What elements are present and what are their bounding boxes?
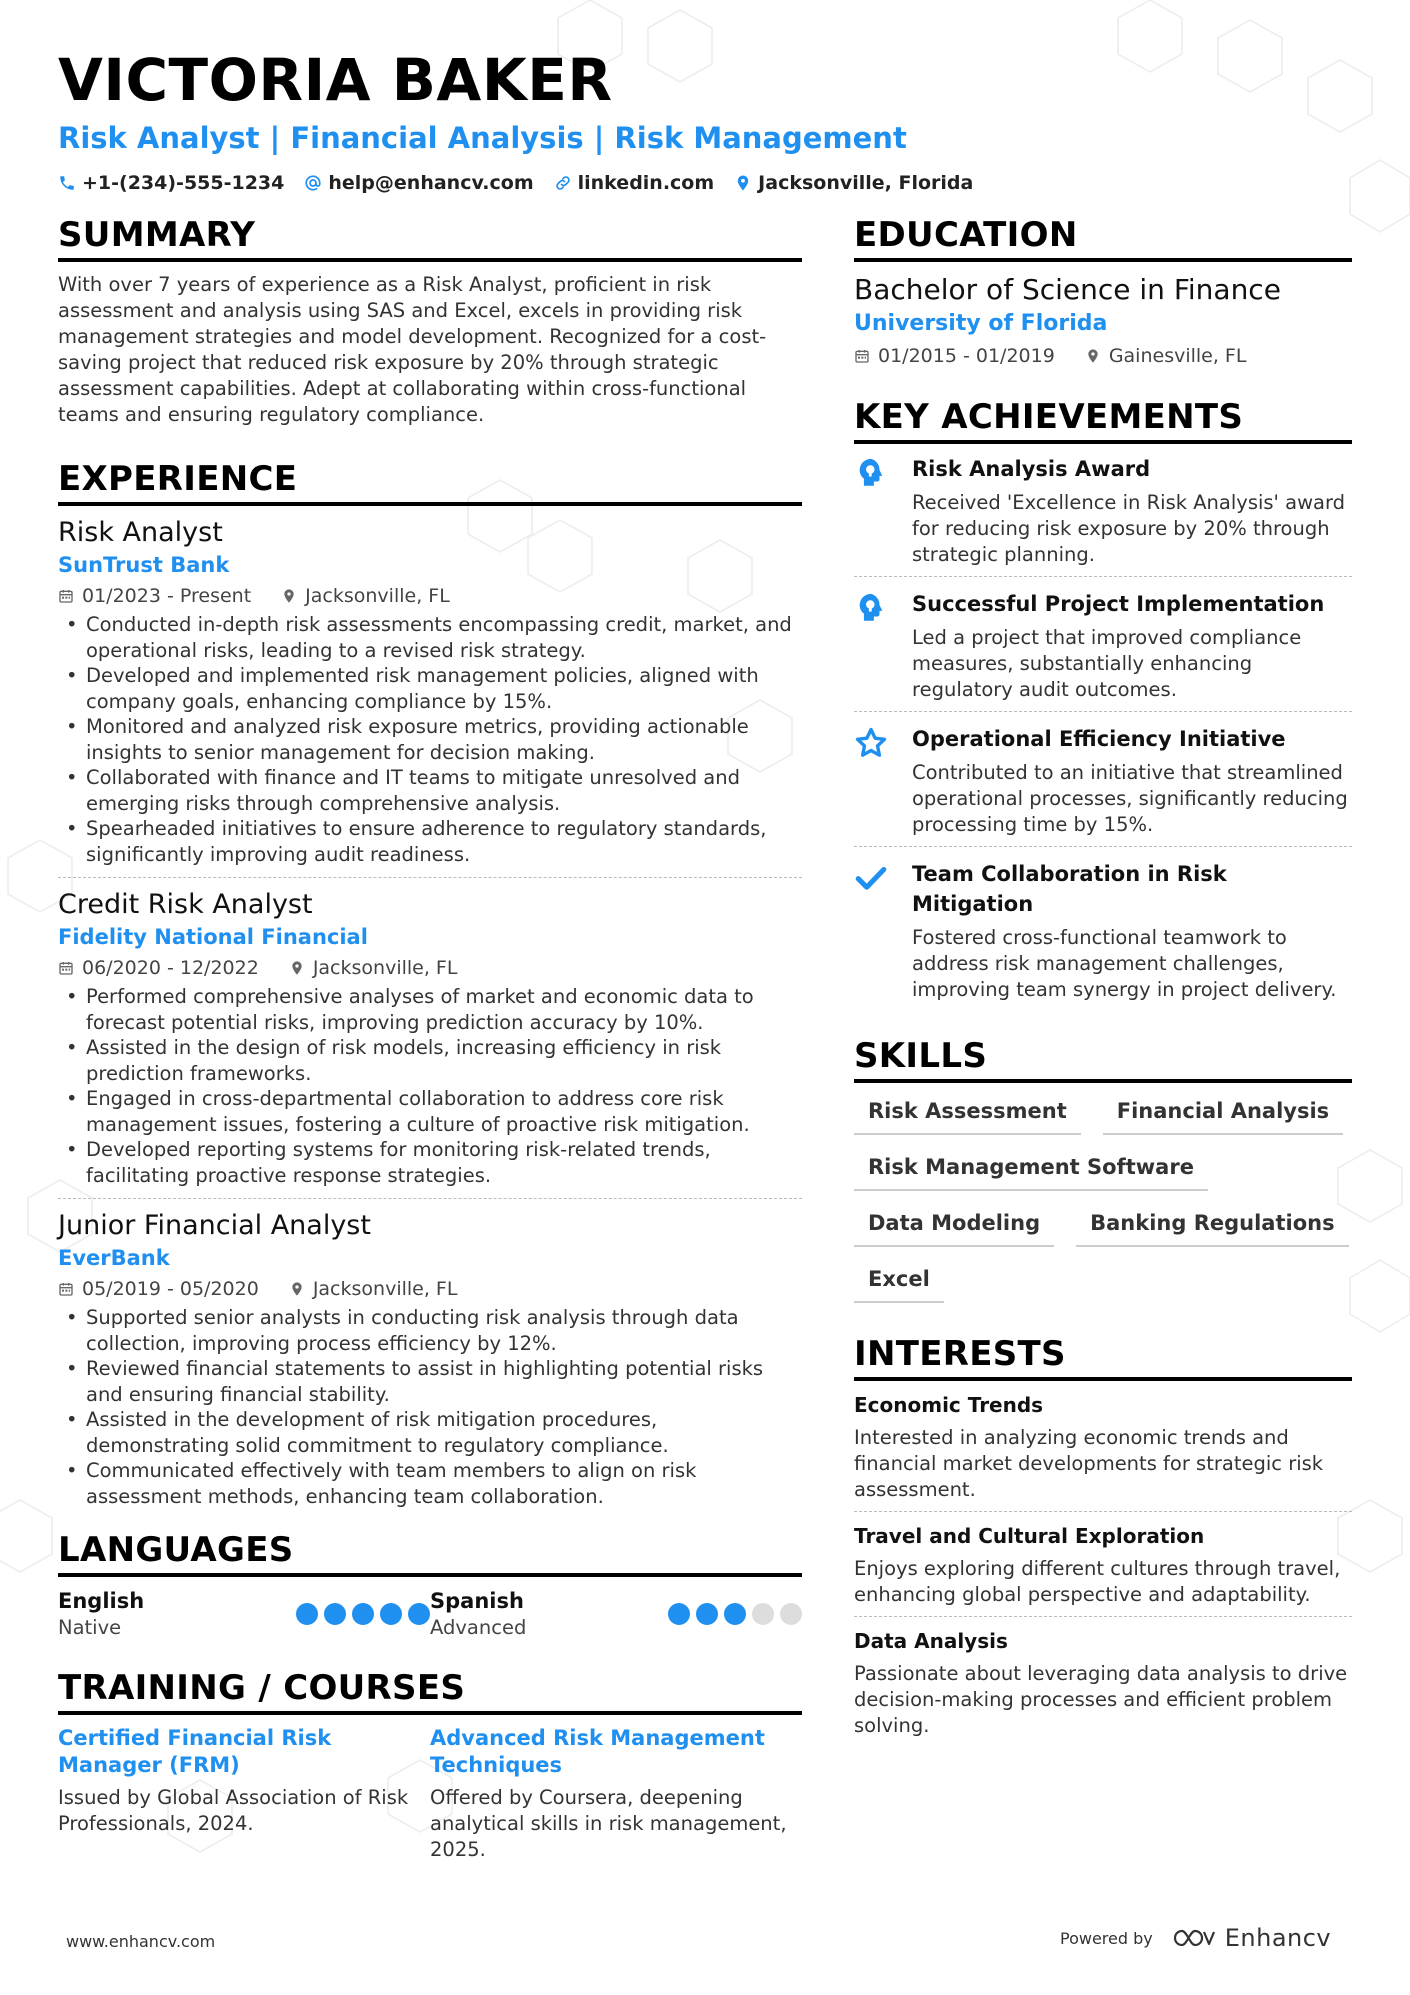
contact-location (734, 172, 973, 194)
job-bullet: • Performed comprehensive analyses of market and economic data to forecast potential risks, improving prediction accuracy by 10%. (58, 984, 802, 1035)
language-name: English (58, 1589, 145, 1613)
contact-phone[interactable] (58, 172, 284, 194)
education-dates (854, 342, 1055, 370)
job-location (281, 582, 450, 610)
interest-desc: Enjoys exploring different cultures through travel, enhancing global perspective and adaptability. (854, 1557, 1341, 1606)
interest-title: Economic Trends (854, 1393, 1044, 1417)
education-location-text: Gainesville, FL (1108, 345, 1247, 367)
calendar-icon (58, 960, 74, 976)
job-location-text: Jacksonville, FL (312, 1278, 458, 1300)
rating-dot-filled (696, 1603, 718, 1625)
calendar-icon (58, 1281, 74, 1297)
right-column (854, 214, 1352, 1757)
job-bullets (58, 612, 802, 867)
training-section (58, 1667, 802, 1863)
phone-icon (58, 174, 76, 192)
skill-tag: Financial Analysis (1103, 1093, 1343, 1135)
interest-item (854, 1391, 1352, 1512)
location-pin-icon (289, 1281, 305, 1297)
job-bullets (58, 984, 802, 1188)
training-heading: TRAINING / COURSES (58, 1667, 802, 1715)
job-entry (58, 1209, 802, 1519)
languages-heading: LANGUAGES (58, 1529, 802, 1577)
skill-tag: Excel (854, 1261, 944, 1303)
contact-email[interactable] (304, 172, 533, 194)
rating-dot-filled (324, 1603, 346, 1625)
job-role: Junior Financial Analyst (58, 1210, 371, 1241)
head-bulb-icon (854, 456, 888, 490)
job-role: Credit Risk Analyst (58, 889, 313, 920)
job-bullet: • Collaborated with finance and IT teams to mitigate unresolved and emerging risks through comprehensive analysis. (58, 765, 802, 816)
skill-tag: Risk Assessment (854, 1093, 1081, 1135)
skill-tag: Data Modeling (854, 1205, 1054, 1247)
job-dates (58, 954, 259, 982)
achievement-title: Team Collaboration in Risk Mitigation (912, 862, 1227, 916)
job-bullet: • Assisted in the design of risk models, increasing efficiency in risk prediction frameworks. (58, 1035, 802, 1086)
achievement-title: Risk Analysis Award (912, 457, 1151, 481)
phone-text: +1-(234)-555-1234 (82, 172, 285, 194)
summary-section (58, 214, 802, 428)
rating-dot-empty (752, 1603, 774, 1625)
courses-list (58, 1725, 802, 1863)
job-entry (58, 888, 802, 1199)
job-entry (58, 516, 802, 878)
location-pin-icon (281, 588, 297, 604)
job-dates-text: 01/2023 - Present (82, 585, 252, 607)
language-level: Native (58, 1616, 122, 1639)
experience-section (58, 458, 802, 1519)
enhancv-logo[interactable] (1171, 1924, 1331, 1952)
interests-section (854, 1333, 1352, 1747)
job-location-text: Jacksonville, FL (312, 957, 458, 979)
rating-dot-filled (668, 1603, 690, 1625)
job-dates (58, 1275, 259, 1303)
achievement-desc: Fostered cross-functional teamwork to address risk management challenges, improving team synergy in project delivery. (912, 926, 1337, 1001)
job-dates-text: 05/2019 - 05/2020 (82, 1278, 259, 1300)
location-pin-icon (289, 960, 305, 976)
achievement-item (854, 454, 1352, 577)
education-degree: Bachelor of Science in Finance (854, 273, 1281, 306)
achievements-section (854, 396, 1352, 1011)
interests-heading: INTERESTS (854, 1333, 1352, 1381)
summary-text: With over 7 years of experience as a Risk Analyst, proficient in risk assessment and analysis using SAS and Excel, excels in providing risk management strategies and model development. Recognized for a cost-saving project that reduced risk exposure by 20% through strategic assessment capabilities. Adept at collaborating within cross-functional teams and ensuring regulatory compliance. (58, 273, 767, 426)
course-title: Advanced Risk Management Techniques (430, 1726, 765, 1777)
achievement-item (854, 859, 1352, 1011)
job-bullets (58, 1305, 802, 1509)
job-meta (58, 954, 802, 982)
job-bullet: • Reviewed financial statements to assist in highlighting potential risks and ensuring financial stability. (58, 1356, 802, 1407)
rating-dot-filled (380, 1603, 402, 1625)
footer-branding (1060, 1924, 1331, 1952)
achievement-desc: Contributed to an initiative that streamlined operational processes, significantly reducing processing time by 15%. (912, 761, 1348, 836)
calendar-icon (854, 348, 870, 364)
star-icon (854, 726, 888, 760)
education-location (1085, 342, 1247, 370)
job-company: EverBank (58, 1246, 170, 1270)
left-column (58, 214, 802, 1863)
job-bullet: • Assisted in the development of risk mitigation procedures, demonstrating solid commitment to regulatory compliance. (58, 1407, 802, 1458)
language-name: Spanish (430, 1589, 524, 1613)
education-school: University of Florida (854, 311, 1108, 336)
education-dates-text: 01/2015 - 01/2019 (878, 345, 1055, 367)
language-rating (668, 1603, 802, 1625)
languages-section (58, 1529, 802, 1641)
interest-title: Travel and Cultural Exploration (854, 1524, 1205, 1548)
job-company: SunTrust Bank (58, 553, 230, 577)
achievement-desc: Received 'Excellence in Risk Analysis' award for reducing risk exposure by 20% through strategic planning. (912, 491, 1346, 566)
course-title: Certified Financial Risk Manager (FRM) (58, 1726, 332, 1777)
skills-section (854, 1035, 1352, 1303)
language-rating (296, 1603, 430, 1625)
language-item (58, 1587, 430, 1641)
rating-dot-empty (780, 1603, 802, 1625)
interest-item (854, 1522, 1352, 1617)
languages-list (58, 1587, 802, 1641)
contact-linkedin[interactable] (554, 172, 715, 194)
rating-dot-filled (724, 1603, 746, 1625)
achievement-title: Operational Efficiency Initiative (912, 727, 1286, 751)
achievement-desc: Led a project that improved compliance measures, substantially enhancing regulatory audit outcomes. (912, 626, 1302, 701)
candidate-title: Risk Analyst | Financial Analysis | Risk Management (58, 121, 907, 155)
experience-heading: EXPERIENCE (58, 458, 802, 506)
job-bullet: • Spearheaded initiatives to ensure adherence to regulatory standards, significantly improving audit readiness. (58, 816, 802, 867)
skill-tag: Banking Regulations (1076, 1205, 1348, 1247)
check-icon (854, 861, 888, 895)
summary-heading: SUMMARY (58, 214, 802, 262)
head-bulb-icon (854, 591, 888, 625)
course-item (430, 1725, 802, 1863)
job-bullet: • Conducted in-depth risk assessments encompassing credit, market, and operational risks, leading to a revised risk strategy. (58, 612, 802, 663)
location-pin-icon (734, 174, 752, 192)
linkedin-text: linkedin.com (577, 172, 715, 194)
at-sign-icon (304, 174, 322, 192)
calendar-icon (58, 588, 74, 604)
skills-heading: SKILLS (854, 1035, 1352, 1083)
powered-by-label: Powered by (1060, 1928, 1153, 1948)
rating-dot-filled (408, 1603, 430, 1625)
job-role: Risk Analyst (58, 517, 223, 548)
education-section (854, 214, 1352, 370)
footer-website-link[interactable]: www.enhancv.com (66, 1932, 216, 1951)
job-bullet: • Developed and implemented risk management policies, aligned with company goals, enhancing compliance by 15%. (58, 663, 802, 714)
rating-dot-filled (352, 1603, 374, 1625)
job-location-text: Jacksonville, FL (305, 585, 450, 607)
course-desc: Offered by Coursera, deepening analytical skills in risk management, 2025. (430, 1786, 787, 1861)
job-bullet: • Communicated effectively with team members to align on risk assessment methods, enhancing team collaboration. (58, 1458, 802, 1509)
skills-list (854, 1093, 1352, 1303)
job-bullet: • Supported senior analysts in conducting risk analysis through data collection, improving process efficiency by 12%. (58, 1305, 802, 1356)
candidate-name: VICTORIA BAKER (58, 46, 613, 114)
job-bullet: • Developed reporting systems for monitoring risk-related trends, facilitating proactive response strategies. (58, 1137, 802, 1188)
achievement-title: Successful Project Implementation (912, 592, 1325, 616)
link-icon (554, 174, 572, 192)
enhancv-logo-text: Enhancv (1224, 1924, 1332, 1952)
location-text: Jacksonville, Florida (758, 172, 974, 194)
job-meta (58, 1275, 802, 1303)
skill-tag: Risk Management Software (854, 1149, 1208, 1191)
language-item (430, 1587, 802, 1641)
job-location (289, 954, 458, 982)
location-pin-icon (1085, 348, 1101, 364)
interest-title: Data Analysis (854, 1629, 1008, 1653)
job-bullet: • Monitored and analyzed risk exposure metrics, providing actionable insights to senior management for decision making. (58, 714, 802, 765)
interest-desc: Passionate about leveraging data analysis to drive decision-making processes and efficient problem solving. (854, 1662, 1348, 1737)
rating-dot-filled (296, 1603, 318, 1625)
contact-bar (58, 172, 1348, 194)
job-dates (58, 582, 251, 610)
language-level: Advanced (430, 1616, 527, 1639)
enhancv-logo-icon (1171, 1926, 1217, 1950)
job-meta (58, 582, 802, 610)
interest-item (854, 1627, 1352, 1747)
resume-header (58, 44, 1348, 194)
job-dates-text: 06/2020 - 12/2022 (82, 957, 259, 979)
course-item (58, 1725, 430, 1863)
achievements-heading: KEY ACHIEVEMENTS (854, 396, 1352, 444)
job-location (289, 1275, 458, 1303)
interest-desc: Interested in analyzing economic trends and financial market developments for strategic risk assessment. (854, 1426, 1324, 1501)
achievement-item (854, 724, 1352, 847)
achievement-item (854, 589, 1352, 712)
education-heading: EDUCATION (854, 214, 1352, 262)
email-text: help@enhancv.com (328, 172, 534, 194)
education-meta (854, 342, 1352, 370)
job-bullet: • Engaged in cross-departmental collaboration to address core risk management issues, fostering a culture of proactive risk mitigation. (58, 1086, 802, 1137)
job-company: Fidelity National Financial (58, 925, 368, 949)
course-desc: Issued by Global Association of Risk Professionals, 2024. (58, 1786, 409, 1835)
